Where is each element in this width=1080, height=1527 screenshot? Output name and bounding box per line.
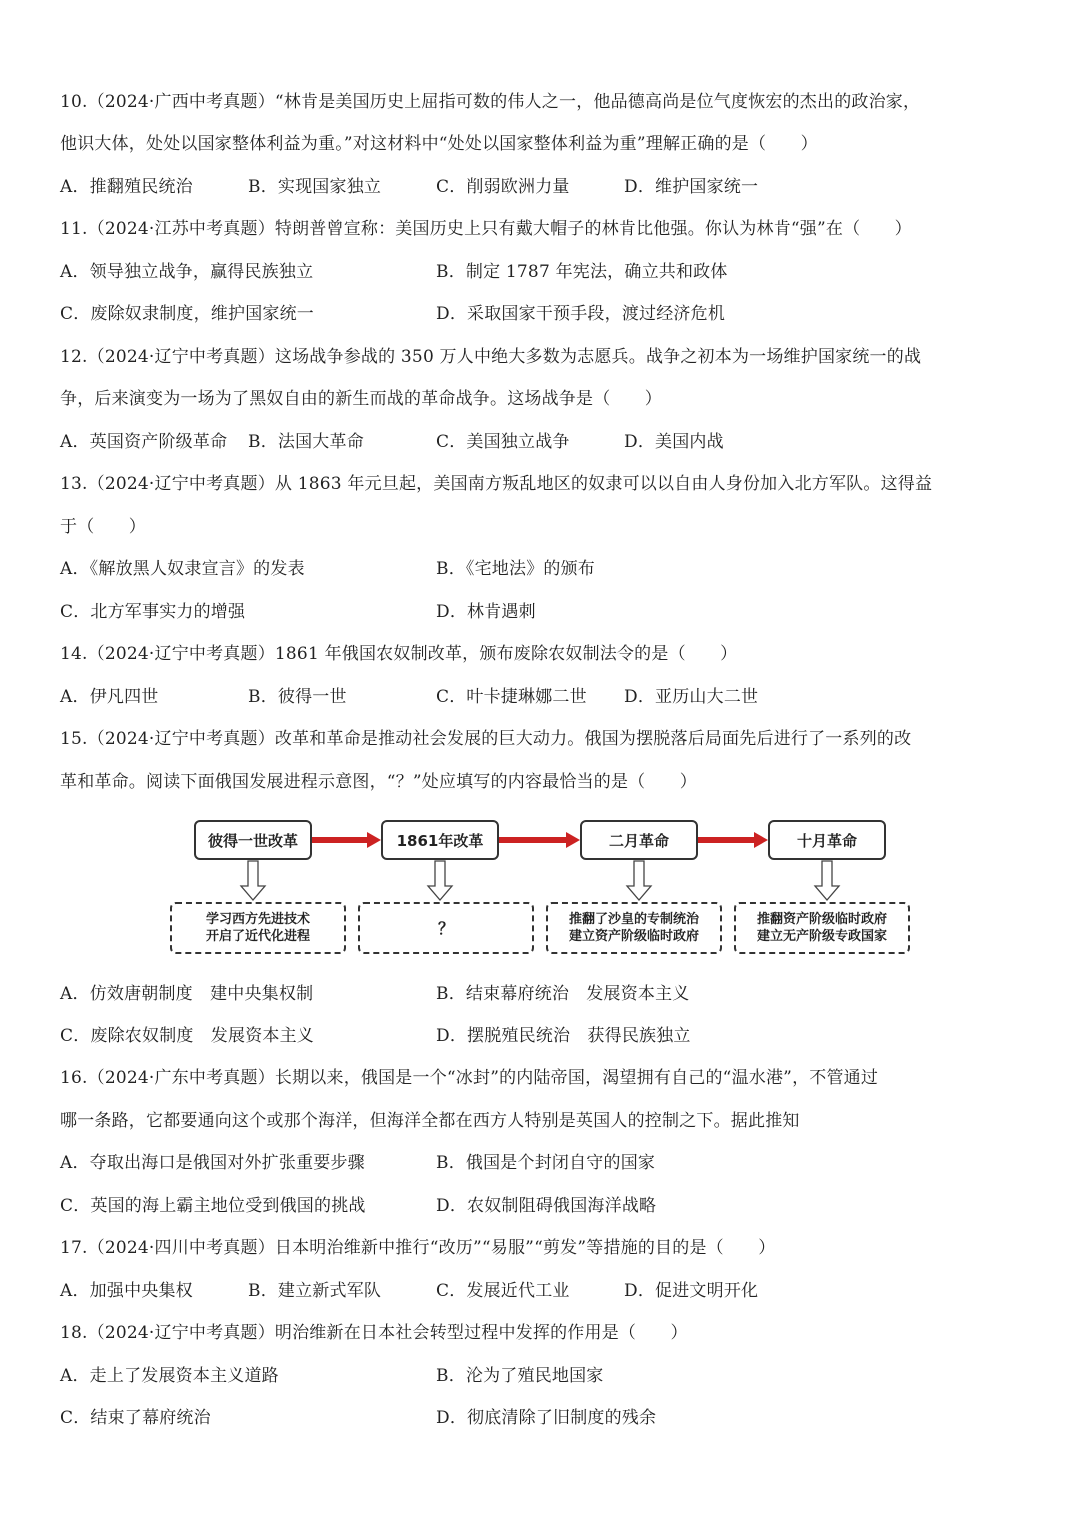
- q11-option-b[interactable]: B．制定 1787 年宪法，确立共和政体: [436, 262, 728, 282]
- result-february-line-1: 推翻了沙皇的专制统治: [568, 912, 699, 927]
- q13-option-c[interactable]: C．北方军事实力的增强: [60, 602, 246, 622]
- q15-option-b[interactable]: B．结束幕府统治 发展资本主义: [436, 984, 690, 1004]
- stage-arrow-shaft: [698, 837, 756, 843]
- down-arrow-icon: [241, 861, 265, 900]
- q18-option-c[interactable]: C．结束了幕府统治: [60, 1408, 211, 1428]
- q17-line-1: 17.（2024·四川中考真题）日本明治维新中推行“改历”“易服”“剪发”等措施的目的是（ ）: [60, 1238, 776, 1258]
- q10-option-a[interactable]: A．推翻殖民统治: [60, 177, 193, 197]
- q14-option-b[interactable]: B．彼得一世: [248, 687, 347, 707]
- stage-arrow-shaft: [499, 837, 568, 843]
- down-arrow-icon: [428, 861, 452, 900]
- q16-option-d[interactable]: D．农奴制阻碍俄国海洋战略: [436, 1196, 657, 1216]
- q16-line-2: 哪一条路，它都要通向这个或那个海洋，但海洋全都在西方人特别是英国人的控制之下。据此推知: [60, 1111, 800, 1131]
- result-box-october: [734, 902, 910, 954]
- q15-option-c[interactable]: C．废除农奴制度 发展资本主义: [60, 1026, 315, 1046]
- q16-option-c[interactable]: C．英国的海上霸主地位受到俄国的挑战: [60, 1196, 366, 1216]
- q16-option-b[interactable]: B．俄国是个封闭自守的国家: [436, 1153, 656, 1173]
- stage-box-peter: [194, 820, 312, 860]
- q13-line-2: 于（ ）: [60, 517, 146, 537]
- stage-box-october: [768, 820, 886, 860]
- stage-label-february: 二月革命: [608, 831, 669, 850]
- stage-label-1861: 1861年改革: [396, 831, 484, 850]
- stage-arrow-head: [367, 832, 381, 848]
- result-october-line-1: 推翻资产阶级临时政府: [756, 912, 887, 927]
- q15-option-d[interactable]: D．摆脱殖民统治 获得民族独立: [436, 1026, 691, 1046]
- q17-option-b[interactable]: B．建立新式军队: [248, 1281, 382, 1301]
- q18-option-a[interactable]: A．走上了发展资本主义道路: [60, 1366, 279, 1386]
- result-october-line-2: 建立无产阶级专政国家: [756, 929, 887, 944]
- result-box-peter: [170, 902, 346, 954]
- q14-line-1: 14.（2024·辽宁中考真题）1861 年俄国农奴制改革，颁布废除农奴制法令的是（ ）: [60, 644, 738, 664]
- q15-line-2: 革和革命。阅读下面俄国发展进程示意图，“？”处应填写的内容最恰当的是（ ）: [60, 772, 697, 792]
- q12-line-1: 12.（2024·辽宁中考真题）这场战争参战的 350 万人中绝大多数为志愿兵。战争之初本为一场维护国家统一的战: [60, 347, 922, 367]
- q10-line-2: 他识大体，处处以国家整体利益为重。”对这材料中“处处以国家整体利益为重”理解正确的是（ ）: [60, 134, 818, 154]
- q12-option-d[interactable]: D．美国内战: [624, 432, 724, 452]
- q17-option-d[interactable]: D．促进文明开化: [624, 1281, 759, 1301]
- stage-arrow-head: [754, 832, 768, 848]
- stage-label-october: 十月革命: [796, 831, 857, 850]
- q15-option-a[interactable]: A．仿效唐朝制度 建中央集权制: [60, 984, 314, 1004]
- q10-option-c[interactable]: C．削弱欧洲力量: [436, 177, 570, 197]
- down-arrow-icon: [627, 861, 651, 900]
- q18-option-d[interactable]: D．彻底清除了旧制度的残余: [436, 1408, 657, 1428]
- result-box-unknown[interactable]: [358, 902, 534, 954]
- q11-option-c[interactable]: C．废除奴隶制度，维护国家统一: [60, 304, 315, 324]
- q14-option-d[interactable]: D．亚历山大二世: [624, 687, 759, 707]
- stage-box-february: [580, 820, 698, 860]
- q10-line-1: 10.（2024·广西中考真题）“林肯是美国历史上屈指可数的伟人之一，他品德高尚是位气度恢宏的杰出的政治家，: [60, 92, 921, 112]
- q17-option-a[interactable]: A．加强中央集权: [60, 1281, 193, 1301]
- russia-development-diagram: [160, 810, 920, 960]
- q10-option-b[interactable]: B．实现国家独立: [248, 177, 382, 197]
- q12-line-2: 争，后来演变为一场为了黑奴自由的新生而战的革命战争。这场战争是（ ）: [60, 389, 662, 409]
- result-february-line-2: 建立资产阶级临时政府: [568, 929, 699, 944]
- result-peter-line-1: 学习西方先进技术: [205, 912, 310, 927]
- q13-line-1: 13.（2024·辽宁中考真题）从 1863 年元旦起，美国南方叛乱地区的奴隶可以以自由人身份加入北方军队。这得益: [60, 474, 933, 494]
- q18-option-b[interactable]: B．沦为了殖民地国家: [436, 1366, 604, 1386]
- q10-option-d[interactable]: D．维护国家统一: [624, 177, 759, 197]
- down-arrow-icon: [815, 861, 839, 900]
- q13-option-b[interactable]: B．《宅地法》的颁布: [436, 559, 595, 579]
- result-unknown: ？: [437, 918, 454, 938]
- q17-option-c[interactable]: C．发展近代工业: [436, 1281, 570, 1301]
- q16-option-a[interactable]: A．夺取出海口是俄国对外扩张重要步骤: [60, 1153, 365, 1173]
- stage-arrow-shaft: [312, 837, 369, 843]
- q18-line-1: 18.（2024·辽宁中考真题）明治维新在日本社会转型过程中发挥的作用是（ ）: [60, 1323, 688, 1343]
- stage-box-1861: [381, 820, 499, 860]
- q16-line-1: 16.（2024·广东中考真题）长期以来，俄国是一个“冰封”的内陆帝国，渴望拥有自己的“温水港”，不管通过: [60, 1068, 879, 1088]
- stage-label-peter: 彼得一世改革: [207, 831, 298, 850]
- stage-arrow-head: [566, 832, 580, 848]
- q12-option-c[interactable]: C．美国独立战争: [436, 432, 570, 452]
- q12-option-a[interactable]: A．英国资产阶级革命: [60, 432, 228, 452]
- q14-option-c[interactable]: C．叶卡捷琳娜二世: [436, 687, 587, 707]
- q13-option-a[interactable]: A．《解放黑人奴隶宣言》的发表: [60, 559, 305, 579]
- q15-line-1: 15.（2024·辽宁中考真题）改革和革命是推动社会发展的巨大动力。俄国为摆脱落后局面先后进行了一系列的改: [60, 729, 912, 749]
- q12-option-b[interactable]: B．法国大革命: [248, 432, 364, 452]
- q14-option-a[interactable]: A．伊凡四世: [60, 687, 159, 707]
- q11-option-a[interactable]: A．领导独立战争，赢得民族独立: [60, 262, 314, 282]
- q11-option-d[interactable]: D．采取国家干预手段，渡过经济危机: [436, 304, 726, 324]
- result-box-february: [546, 902, 722, 954]
- q11-line-1: 11.（2024·江苏中考真题）特朗普曾宣称：美国历史上只有戴大帽子的林肯比他强。你认为林肯“强”在（ ）: [60, 219, 912, 239]
- q13-option-d[interactable]: D．林肯遇刺: [436, 602, 536, 622]
- result-peter-line-2: 开启了近代化进程: [205, 929, 310, 944]
